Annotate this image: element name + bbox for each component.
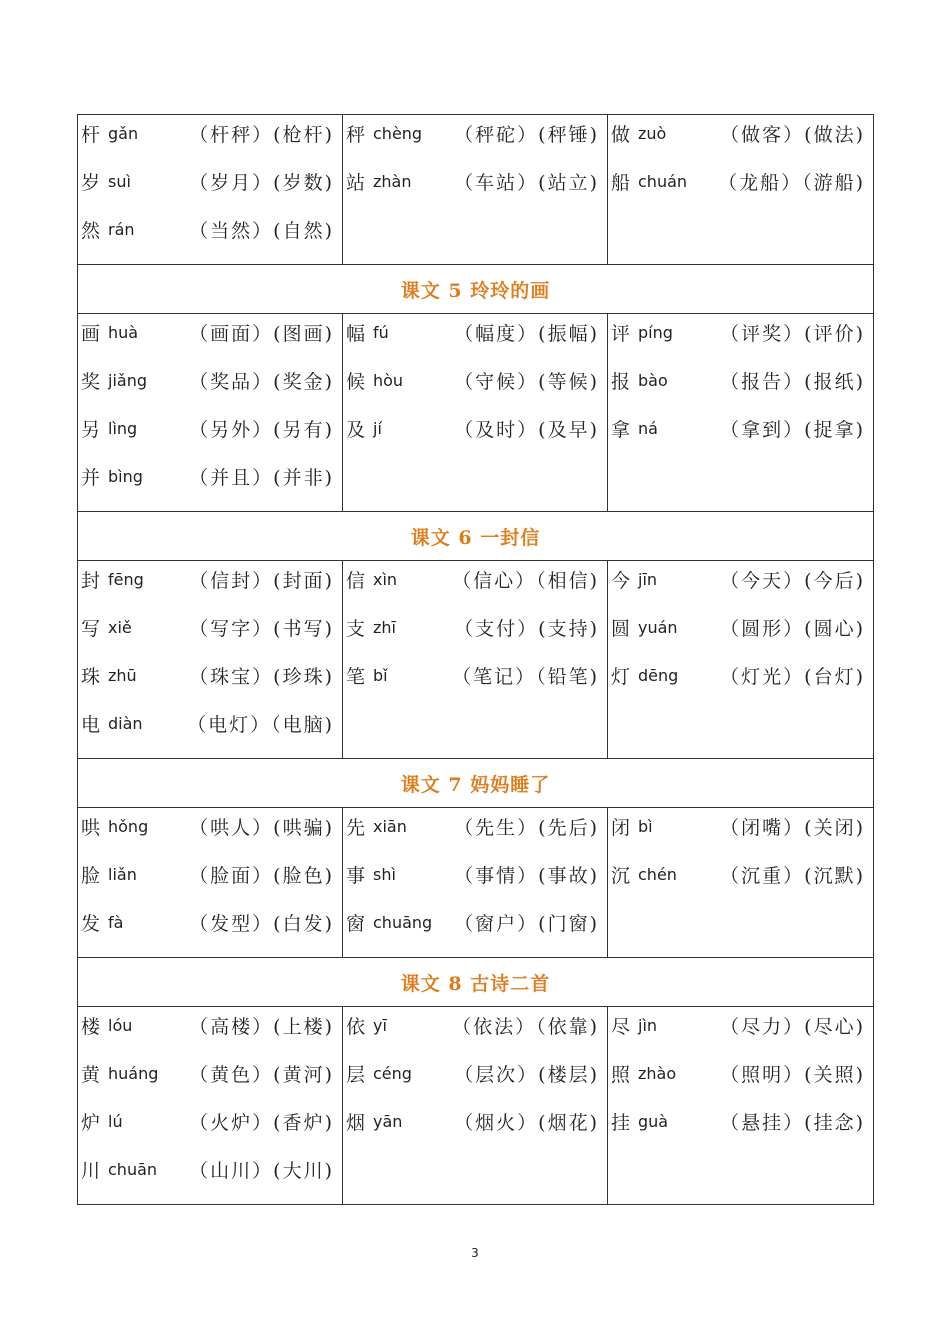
pinyin: fēng xyxy=(108,570,144,589)
character: 窗 xyxy=(346,913,366,935)
vocab-entry xyxy=(343,859,607,907)
vocab-row xyxy=(78,1007,874,1205)
vocab-entry xyxy=(78,365,342,413)
vocab-entry xyxy=(608,1106,873,1154)
vocab-cell xyxy=(608,314,874,512)
word-examples: （支付）(支持) xyxy=(454,618,599,640)
vocab-entry xyxy=(78,1154,342,1202)
pinyin: chèng xyxy=(373,124,423,143)
word-examples: （当然）(自然) xyxy=(189,220,334,242)
word-examples: （事情）(事故) xyxy=(454,865,599,887)
word-examples: （珠宝）(珍珠) xyxy=(189,666,334,688)
vocab-entry xyxy=(78,1106,342,1154)
character: 及 xyxy=(346,419,366,441)
word-examples: （依法）（依靠) xyxy=(452,1016,599,1038)
vocab-cell xyxy=(343,314,608,512)
pinyin: jīn xyxy=(638,570,658,589)
character: 层 xyxy=(346,1064,366,1086)
lesson-heading-row xyxy=(78,265,874,314)
pinyin: dēng xyxy=(638,666,679,685)
word-examples: （先生）(先后) xyxy=(454,817,599,839)
word-examples: （闭嘴）(关闭) xyxy=(720,817,865,839)
character: 发 xyxy=(81,913,101,935)
vocab-entry xyxy=(343,564,607,612)
character: 封 xyxy=(81,570,101,592)
word-examples: （岁月）(岁数) xyxy=(189,172,334,194)
vocab-cell xyxy=(343,808,608,958)
word-examples: （做客）(做法) xyxy=(720,124,865,146)
pinyin: zhào xyxy=(638,1064,677,1083)
character: 候 xyxy=(346,371,366,393)
character: 电 xyxy=(81,714,101,736)
vocab-entry xyxy=(343,1010,607,1058)
vocab-cell xyxy=(78,314,343,512)
character: 圆 xyxy=(611,618,631,640)
vocab-cell xyxy=(78,561,343,759)
word-examples: （车站）(站立) xyxy=(454,172,599,194)
pinyin: rán xyxy=(108,220,135,239)
character: 支 xyxy=(346,618,366,640)
pinyin: fú xyxy=(373,323,389,342)
character: 事 xyxy=(346,865,366,887)
vocab-cell xyxy=(78,1007,343,1205)
vocab-row xyxy=(78,808,874,958)
vocab-row xyxy=(78,561,874,759)
word-examples: （报告）(报纸) xyxy=(720,371,865,393)
character: 杆 xyxy=(81,124,101,146)
lesson-title: 课文 7 妈妈睡了 xyxy=(78,759,874,808)
pinyin: huà xyxy=(108,323,139,342)
word-examples: （秤砣）(秤锤) xyxy=(454,124,599,146)
character: 奖 xyxy=(81,371,101,393)
pinyin: chuāng xyxy=(373,913,433,932)
lesson-heading-row xyxy=(78,512,874,561)
vocab-entry xyxy=(343,365,607,413)
pinyin: shì xyxy=(373,865,396,884)
vocab-entry xyxy=(78,166,342,214)
vocab-entry xyxy=(343,1106,607,1154)
pinyin: lú xyxy=(108,1112,123,1131)
word-examples: （信心）（相信) xyxy=(452,570,599,592)
word-examples: （今天）(今后) xyxy=(720,570,865,592)
vocab-entry xyxy=(343,811,607,859)
character: 船 xyxy=(611,172,631,194)
vocab-entry xyxy=(78,461,342,509)
pinyin: chuán xyxy=(638,172,688,191)
lesson-title: 课文 6 一封信 xyxy=(78,512,874,561)
vocab-entry xyxy=(78,413,342,461)
word-examples: （悬挂）(挂念) xyxy=(720,1112,865,1134)
word-examples: （发型）(白发) xyxy=(189,913,334,935)
word-examples: （灯光）(台灯) xyxy=(720,666,865,688)
vocab-entry xyxy=(608,859,873,907)
character: 沉 xyxy=(611,865,631,887)
pinyin: fà xyxy=(108,913,124,932)
word-examples: （守候）(等候) xyxy=(454,371,599,393)
pinyin: liǎn xyxy=(108,865,137,884)
character: 今 xyxy=(611,570,631,592)
lesson-title: 课文 8 古诗二首 xyxy=(78,958,874,1007)
vocab-entry xyxy=(78,118,342,166)
word-examples: （评奖）(评价) xyxy=(720,323,865,345)
character: 画 xyxy=(81,323,101,345)
character: 楼 xyxy=(81,1016,101,1038)
vocabulary-table xyxy=(77,114,874,1205)
pinyin: hòu xyxy=(373,371,404,390)
character: 挂 xyxy=(611,1112,631,1134)
character: 做 xyxy=(611,124,631,146)
pinyin: gǎn xyxy=(108,124,139,143)
vocabulary-table-body xyxy=(78,115,874,1205)
vocab-row xyxy=(78,314,874,512)
vocab-entry xyxy=(343,907,607,955)
word-examples: （照明）(关照) xyxy=(720,1064,865,1086)
pinyin: lìng xyxy=(108,419,138,438)
vocab-cell xyxy=(78,115,343,265)
vocab-entry xyxy=(343,118,607,166)
vocab-entry xyxy=(78,859,342,907)
vocab-cell xyxy=(608,561,874,759)
character: 并 xyxy=(81,467,101,489)
word-examples: （火炉）(香炉) xyxy=(189,1112,334,1134)
vocab-entry xyxy=(78,907,342,955)
character: 珠 xyxy=(81,666,101,688)
vocab-cell xyxy=(78,808,343,958)
word-examples: （沉重）(沉默) xyxy=(720,865,865,887)
character: 然 xyxy=(81,220,101,242)
word-examples: （圆形）(圆心) xyxy=(720,618,865,640)
pinyin: zhū xyxy=(108,666,137,685)
page-number: 3 xyxy=(471,1246,479,1260)
word-examples: （并且）(并非) xyxy=(189,467,334,489)
vocab-cell xyxy=(343,1007,608,1205)
pinyin: yān xyxy=(373,1112,403,1131)
word-examples: （拿到）(捉拿) xyxy=(720,419,865,441)
vocab-entry xyxy=(608,166,873,214)
character: 报 xyxy=(611,371,631,393)
pinyin: lóu xyxy=(108,1016,133,1035)
character: 灯 xyxy=(611,666,631,688)
pinyin: píng xyxy=(638,323,673,342)
word-examples: （奖品）(奖金) xyxy=(189,371,334,393)
character: 哄 xyxy=(81,817,101,839)
pinyin: bào xyxy=(638,371,668,390)
vocab-entry xyxy=(608,118,873,166)
word-examples: （黄色）(黄河) xyxy=(189,1064,334,1086)
pinyin: bì xyxy=(638,817,653,836)
word-examples: （窗户）(门窗) xyxy=(454,913,599,935)
character: 写 xyxy=(81,618,101,640)
pinyin: zhī xyxy=(373,618,396,637)
character: 炉 xyxy=(81,1112,101,1134)
character: 秤 xyxy=(346,124,366,146)
pinyin: bǐ xyxy=(373,666,388,685)
vocab-entry xyxy=(608,413,873,461)
character: 评 xyxy=(611,323,631,345)
lesson-title: 课文 5 玲玲的画 xyxy=(78,265,874,314)
word-examples: （写字）(书写) xyxy=(189,618,334,640)
pinyin: zhàn xyxy=(373,172,412,191)
pinyin: bìng xyxy=(108,467,143,486)
vocab-entry xyxy=(608,1010,873,1058)
lesson-heading-row xyxy=(78,958,874,1007)
vocab-row xyxy=(78,115,874,265)
vocab-entry xyxy=(608,317,873,365)
character: 脸 xyxy=(81,865,101,887)
word-examples: （山川）(大川) xyxy=(189,1160,334,1182)
vocab-entry xyxy=(343,660,607,708)
vocab-entry xyxy=(78,1010,342,1058)
character: 笔 xyxy=(346,666,366,688)
word-examples: （尽力）(尽心) xyxy=(720,1016,865,1038)
pinyin: jìn xyxy=(638,1016,658,1035)
pinyin: xiān xyxy=(373,817,407,836)
word-examples: （信封）(封面) xyxy=(189,570,334,592)
vocab-entry xyxy=(78,564,342,612)
vocab-entry xyxy=(78,708,342,756)
vocab-cell xyxy=(343,561,608,759)
pinyin: xiě xyxy=(108,618,132,637)
vocab-entry xyxy=(608,660,873,708)
character: 烟 xyxy=(346,1112,366,1134)
word-examples: （烟火）(烟花) xyxy=(454,1112,599,1134)
vocab-entry xyxy=(78,317,342,365)
character: 川 xyxy=(81,1160,101,1182)
character: 拿 xyxy=(611,419,631,441)
word-examples: （电灯）（电脑) xyxy=(187,714,334,736)
vocab-entry xyxy=(343,166,607,214)
word-examples: （画面）(图画) xyxy=(189,323,334,345)
lesson-heading-row xyxy=(78,759,874,808)
pinyin: xìn xyxy=(373,570,398,589)
pinyin: guà xyxy=(638,1112,669,1131)
word-examples: （哄人）(哄骗) xyxy=(189,817,334,839)
vocab-entry xyxy=(343,413,607,461)
word-examples: （及时）(及早) xyxy=(454,419,599,441)
character: 信 xyxy=(346,570,366,592)
word-examples: （高楼）(上楼) xyxy=(189,1016,334,1038)
character: 黄 xyxy=(81,1064,101,1086)
pinyin: ná xyxy=(638,419,658,438)
vocab-entry xyxy=(78,1058,342,1106)
character: 岁 xyxy=(81,172,101,194)
character: 站 xyxy=(346,172,366,194)
pinyin: huáng xyxy=(108,1064,159,1083)
character: 照 xyxy=(611,1064,631,1086)
pinyin: yī xyxy=(373,1016,387,1035)
vocab-entry xyxy=(608,1058,873,1106)
character: 幅 xyxy=(346,323,366,345)
pinyin: chén xyxy=(638,865,677,884)
word-examples: （笔记）（铅笔) xyxy=(452,666,599,688)
vocab-entry xyxy=(78,612,342,660)
character: 闭 xyxy=(611,817,631,839)
vocab-cell xyxy=(343,115,608,265)
word-examples: （龙船）（游船) xyxy=(718,172,865,194)
pinyin: chuān xyxy=(108,1160,158,1179)
vocab-entry xyxy=(343,317,607,365)
pinyin: hǒng xyxy=(108,817,149,836)
vocab-cell xyxy=(608,1007,874,1205)
vocab-entry xyxy=(608,365,873,413)
character: 依 xyxy=(346,1016,366,1038)
word-examples: （脸面）(脸色) xyxy=(189,865,334,887)
vocab-cell xyxy=(608,115,874,265)
word-examples: （层次）(楼层) xyxy=(454,1064,599,1086)
pinyin: yuán xyxy=(638,618,678,637)
vocab-entry xyxy=(343,1058,607,1106)
pinyin: zuò xyxy=(638,124,667,143)
pinyin: céng xyxy=(373,1064,412,1083)
vocab-entry xyxy=(608,811,873,859)
word-examples: （幅度）(振幅) xyxy=(454,323,599,345)
vocab-entry xyxy=(78,660,342,708)
vocab-entry xyxy=(608,564,873,612)
pinyin: jí xyxy=(373,419,382,438)
character: 先 xyxy=(346,817,366,839)
character: 另 xyxy=(81,419,101,441)
vocab-entry xyxy=(78,811,342,859)
pinyin: diàn xyxy=(108,714,143,733)
vocab-entry xyxy=(608,612,873,660)
vocab-entry xyxy=(78,214,342,262)
vocab-cell xyxy=(608,808,874,958)
vocab-entry xyxy=(343,612,607,660)
character: 尽 xyxy=(611,1016,631,1038)
word-examples: （杆秤）(枪杆) xyxy=(189,124,334,146)
pinyin: jiǎng xyxy=(108,371,147,390)
word-examples: （另外）(另有) xyxy=(189,419,334,441)
pinyin: suì xyxy=(108,172,131,191)
